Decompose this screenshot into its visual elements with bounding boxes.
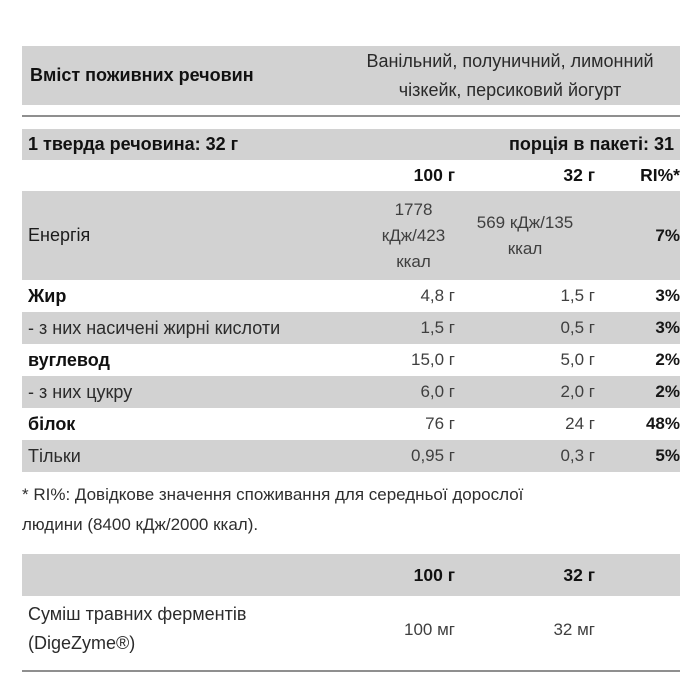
table-row-salt xyxy=(22,440,680,472)
value-per-32g: 5,0 г xyxy=(560,350,595,369)
table-row-enzyme-blend xyxy=(22,596,680,664)
value-ri-percent: 2% xyxy=(655,382,680,401)
value-per-32g: 0,3 г xyxy=(560,446,595,465)
enzyme-label-text: Суміш травних ферментів (DigeZyme®) xyxy=(28,604,247,653)
column-header-empty xyxy=(22,160,360,191)
enzymes-header-empty xyxy=(22,554,360,596)
value-per-32g: 24 г xyxy=(565,414,595,433)
enzymes-table xyxy=(22,554,680,664)
nutrient-label: - з них насичені жирні кислоти xyxy=(28,317,281,338)
nutrient-label: вуглевод xyxy=(28,349,110,370)
value-per-100g: 100 мг xyxy=(404,620,455,639)
nutrient-label: Енергія xyxy=(28,225,91,245)
enzymes-header-empty-right xyxy=(595,554,680,596)
serving-bar xyxy=(22,129,680,160)
ri-footnote: * RI%: Довідкове значення споживання для середньої дорослої людини (8400 кДж/2000 ккал). xyxy=(22,485,524,534)
enzyme-label xyxy=(22,596,360,664)
value-ri-percent: 2% xyxy=(655,350,680,369)
table-row-saturated-fat xyxy=(22,312,680,344)
value-ri-percent: 3% xyxy=(655,318,680,337)
table-row-energy xyxy=(22,191,680,280)
value-per-100g: 4,8 г xyxy=(420,286,455,305)
enzymes-header-row xyxy=(22,554,680,596)
value-ri-percent: 5% xyxy=(655,446,680,465)
nutrition-label xyxy=(22,46,680,672)
label-header xyxy=(22,46,680,105)
value-ri-percent: 3% xyxy=(655,286,680,305)
value-per-32g: 32 мг xyxy=(553,620,595,639)
page-title: Вміст поживних речовин xyxy=(30,65,254,85)
value-per-32g: 0,5 г xyxy=(560,318,595,337)
value-empty xyxy=(595,596,680,664)
nutrient-label: білок xyxy=(28,413,76,434)
table-row-sugars xyxy=(22,376,680,408)
nutrient-label: Тільки xyxy=(28,445,81,466)
nutrient-label: Жир xyxy=(28,285,67,306)
value-per-100g: 76 г xyxy=(425,414,455,433)
enzymes-header-100g: 100 г xyxy=(413,564,455,585)
value-per-100g: 0,95 г xyxy=(410,446,455,465)
value-per-100g: 15,0 г xyxy=(410,350,455,369)
flavor-list: Ванільний, полуничний, лимонний чізкейк, персиковий йогурт xyxy=(366,50,654,100)
column-header-ri: RI%* xyxy=(640,165,680,185)
value-per-100g: 1778 кДж/423 ккал xyxy=(381,199,446,271)
value-per-32g: 1,5 г xyxy=(560,286,595,305)
serving-size: 1 тверда речовина: 32 г xyxy=(28,134,239,154)
table-row-protein xyxy=(22,408,680,440)
nutrient-label: - з них цукру xyxy=(28,381,133,402)
table-row-carbohydrate xyxy=(22,344,680,376)
value-per-32g: 569 кДж/135 ккал xyxy=(476,212,574,258)
column-header-100g: 100 г xyxy=(413,165,455,185)
column-header-row xyxy=(22,160,680,191)
value-per-100g: 1,5 г xyxy=(420,318,455,337)
column-header-32g: 32 г xyxy=(563,165,595,185)
portions-per-pack: порція в пакеті: 31 xyxy=(509,134,674,154)
value-ri-percent: 7% xyxy=(655,225,680,245)
table-row-fat xyxy=(22,280,680,312)
divider-bottom xyxy=(22,670,680,672)
value-per-100g: 6,0 г xyxy=(420,382,455,401)
enzymes-header-32g: 32 г xyxy=(563,564,595,585)
value-ri-percent: 48% xyxy=(645,414,680,433)
value-per-32g: 2,0 г xyxy=(560,382,595,401)
nutrition-table xyxy=(22,160,680,472)
divider-top xyxy=(22,115,680,117)
